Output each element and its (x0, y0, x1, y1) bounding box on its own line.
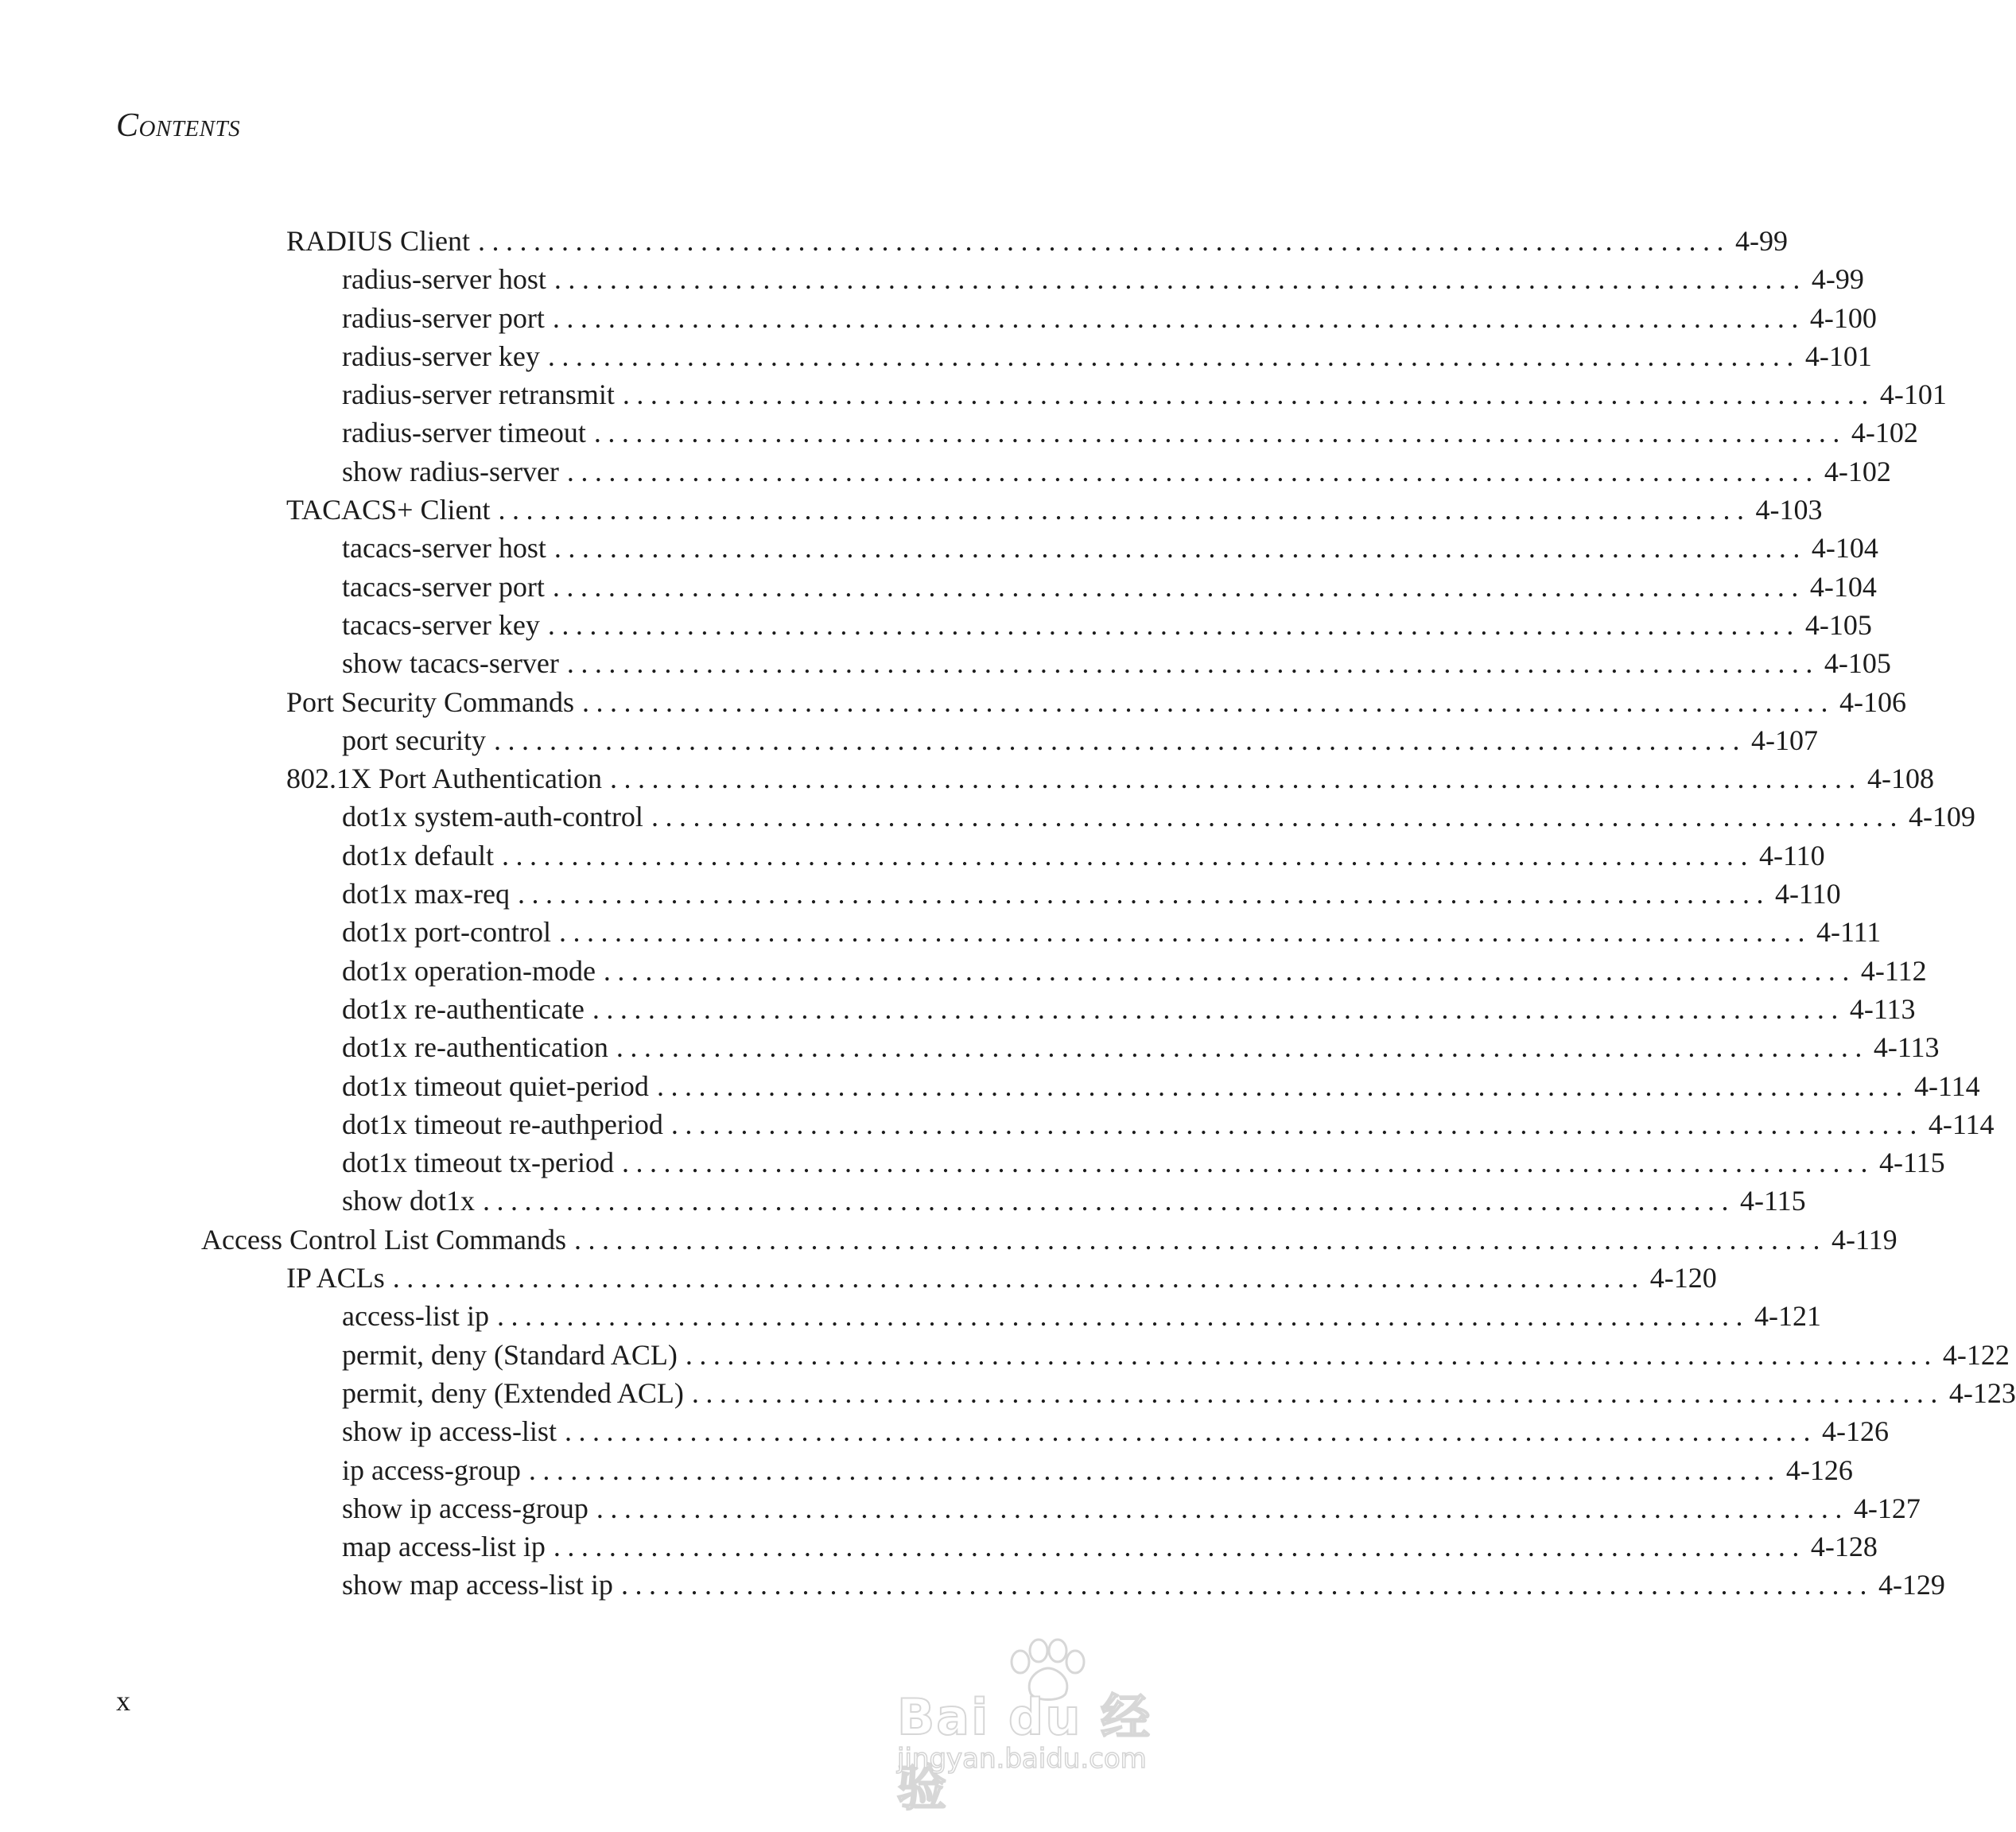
dot-leader: .......................................................................................... (552, 301, 1805, 334)
toc-entry-title: show ip access-list (342, 1415, 557, 1448)
running-header-title: Contents (116, 107, 241, 144)
toc-entry[interactable] (0, 529, 1878, 567)
dot-leader: .......................................................................................... (593, 417, 1847, 449)
dot-leader: .......................................................................................... (609, 763, 1863, 795)
toc-entry-page: 4-113 (1873, 1031, 1940, 1064)
toc-entry-title: radius-server timeout (342, 417, 586, 449)
toc-entry[interactable] (0, 1336, 2010, 1374)
toc-entry-page: 4-110 (1774, 878, 1841, 910)
toc-entry[interactable] (0, 1182, 1806, 1220)
dot-leader: .......................................................................................... (553, 1531, 1806, 1563)
dot-leader: .......................................................................................... (554, 263, 1807, 296)
toc-entry-title: dot1x operation-mode (342, 954, 596, 987)
dot-leader: .......................................................................................... (478, 225, 1731, 257)
toc-entry-title: IP ACLs (286, 1262, 385, 1294)
dot-leader: .......................................................................................... (622, 378, 1875, 411)
toc-entry-title: radius-server port (342, 301, 545, 334)
toc-entry-page: 4-123 (1948, 1376, 2016, 1409)
toc-entry-page: 4-101 (1804, 340, 1872, 372)
table-of-contents (0, 222, 2016, 1605)
toc-entry-title: dot1x timeout quiet-period (342, 1069, 649, 1102)
toc-entry-title: dot1x re-authentication (342, 1031, 608, 1064)
toc-entry-title: dot1x default (342, 839, 494, 871)
toc-entry[interactable] (0, 260, 1864, 298)
toc-entry-page: 4-126 (1785, 1454, 1853, 1486)
toc-entry-page: 4-128 (1810, 1531, 1878, 1563)
dot-leader: .......................................................................................... (651, 801, 1904, 833)
toc-entry[interactable] (0, 606, 1872, 644)
toc-entry-page: 4-108 (1866, 763, 1934, 795)
toc-entry-page: 4-105 (1804, 608, 1872, 641)
dot-leader: .......................................................................................... (603, 954, 1856, 987)
toc-entry-page: 4-105 (1824, 647, 1891, 680)
toc-entry-title: ip access-group (342, 1454, 521, 1486)
toc-entry-page: 4-114 (1913, 1069, 1980, 1102)
toc-entry[interactable] (0, 1143, 1945, 1182)
dot-leader: .......................................................................................... (616, 1031, 1869, 1064)
toc-entry-title: Port Security Commands (286, 685, 574, 718)
watermark (889, 1638, 1191, 1817)
toc-entry[interactable] (0, 491, 1823, 529)
toc-entry-page: 4-127 (1853, 1492, 1921, 1524)
toc-entry[interactable] (0, 1259, 1717, 1297)
dot-leader: .......................................................................................... (496, 1300, 1750, 1333)
toc-entry-title: show ip access-group (342, 1492, 588, 1524)
dot-leader: .......................................................................................... (547, 608, 1800, 641)
toc-entry-title: permit, deny (Extended ACL) (342, 1376, 684, 1409)
toc-entry-page: 4-112 (1860, 954, 1927, 987)
toc-entry-title: RADIUS Client (286, 225, 471, 257)
toc-entry-page: 4-99 (1811, 263, 1864, 296)
toc-entry-page: 4-107 (1750, 724, 1818, 756)
dot-leader: .......................................................................................... (528, 1454, 1781, 1486)
toc-entry[interactable] (0, 913, 1882, 951)
toc-entry-title: permit, deny (Standard ACL) (342, 1338, 678, 1371)
toc-entry-page: 4-100 (1809, 301, 1877, 334)
toc-entry[interactable] (0, 299, 1877, 337)
dot-leader: .......................................................................................... (566, 647, 1820, 680)
toc-entry[interactable] (0, 1028, 1940, 1066)
dot-leader: .......................................................................................... (621, 1147, 1874, 1179)
toc-entry[interactable] (0, 644, 1891, 682)
dot-leader: .......................................................................................... (573, 1223, 1827, 1256)
dot-leader: .......................................................................................... (547, 340, 1800, 372)
toc-entry-title: dot1x re-authenticate (342, 992, 585, 1025)
toc-entry[interactable] (0, 1221, 1898, 1259)
toc-entry-title: dot1x max-req (342, 878, 510, 910)
toc-entry[interactable] (0, 1297, 1821, 1335)
toc-entry-page: 4-106 (1839, 685, 1906, 718)
toc-entry-title: tacacs-server port (342, 570, 545, 603)
toc-entry[interactable] (0, 1067, 1980, 1105)
toc-entry-title: dot1x timeout re-authperiod (342, 1108, 663, 1140)
toc-entry-title: radius-server key (342, 340, 540, 372)
toc-entry-title: dot1x timeout tx-period (342, 1147, 614, 1179)
toc-entry-title: map access-list ip (342, 1531, 546, 1563)
toc-entry-title: radius-server retransmit (342, 378, 615, 411)
toc-entry[interactable] (0, 683, 1906, 721)
toc-entry-page: 4-121 (1754, 1300, 1821, 1333)
dot-leader: .......................................................................................... (554, 532, 1807, 565)
toc-entry-title: TACACS+ Client (286, 494, 491, 526)
toc-entry[interactable] (0, 222, 1789, 260)
toc-entry-title: dot1x system-auth-control (342, 801, 643, 833)
toc-entry-page: 4-114 (1928, 1108, 1995, 1140)
toc-entry-title: show dot1x (342, 1185, 476, 1217)
toc-entry[interactable] (0, 721, 1818, 759)
toc-entry[interactable] (0, 1412, 1889, 1450)
toc-entry-title: show radius-server (342, 455, 559, 487)
toc-entry[interactable] (0, 452, 1891, 491)
toc-entry-page: 4-115 (1878, 1147, 1945, 1179)
dot-leader: .......................................................................................... (392, 1262, 1645, 1294)
page-number: x (116, 1685, 130, 1717)
toc-entry[interactable] (0, 1489, 1921, 1527)
dot-leader: .......................................................................................... (685, 1338, 1938, 1371)
toc-entry-title: radius-server host (342, 263, 546, 296)
toc-entry-page: 4-110 (1758, 839, 1825, 871)
toc-entry[interactable] (0, 990, 1916, 1028)
toc-entry[interactable] (0, 1566, 1945, 1604)
toc-entry-title: access-list ip (342, 1300, 489, 1333)
toc-entry-page: 4-109 (1908, 801, 1975, 833)
toc-entry[interactable] (0, 413, 1918, 452)
toc-entry-title: dot1x port-control (342, 916, 551, 949)
toc-entry[interactable] (0, 1451, 1853, 1489)
dot-leader: .......................................................................................... (501, 839, 1754, 871)
toc-entry[interactable] (0, 836, 1825, 875)
dot-leader: .......................................................................................... (566, 455, 1820, 487)
toc-entry-page: 4-113 (1849, 992, 1916, 1025)
toc-entry-page: 4-102 (1851, 417, 1918, 449)
dot-leader: .......................................................................................... (592, 992, 1845, 1025)
dot-leader: .......................................................................................... (552, 570, 1805, 603)
toc-entry-title: show map access-list ip (342, 1569, 613, 1601)
toc-entry-title: Access Control List Commands (201, 1223, 566, 1256)
toc-entry-page: 4-104 (1811, 532, 1878, 565)
dot-leader: .......................................................................................... (493, 724, 1746, 756)
dot-leader: .......................................................................................... (564, 1415, 1817, 1448)
dot-leader: .......................................................................................... (670, 1108, 1924, 1140)
watermark-brand: Bai du 经验 (897, 1688, 1152, 1817)
toc-entry[interactable] (0, 337, 1872, 375)
dot-leader: .......................................................................................... (498, 494, 1751, 526)
dot-leader: .......................................................................................... (620, 1569, 1874, 1601)
dot-leader: .......................................................................................... (691, 1376, 1944, 1409)
toc-entry-title: show tacacs-server (342, 647, 559, 680)
toc-entry[interactable] (0, 798, 1975, 836)
toc-entry[interactable] (0, 759, 1934, 798)
toc-entry-page: 4-103 (1755, 494, 1823, 526)
toc-entry-title: port security (342, 724, 486, 756)
toc-entry-page: 4-119 (1831, 1223, 1898, 1256)
toc-entry[interactable] (0, 1374, 2016, 1412)
toc-entry[interactable] (0, 375, 1947, 413)
toc-entry-page: 4-120 (1649, 1262, 1717, 1294)
toc-entry-title: tacacs-server host (342, 532, 546, 565)
toc-entry-page: 4-129 (1878, 1569, 1945, 1601)
toc-entry[interactable] (0, 875, 1841, 913)
toc-entry[interactable] (0, 952, 1927, 990)
toc-entry-title: tacacs-server key (342, 608, 540, 641)
toc-entry[interactable] (0, 1527, 1878, 1566)
dot-leader: .......................................................................................... (656, 1069, 1909, 1102)
dot-leader: .......................................................................................... (558, 916, 1812, 949)
watermark-url: jingyan.baidu.com (897, 1743, 1147, 1775)
toc-entry-page: 4-99 (1735, 225, 1789, 257)
toc-entry-page: 4-102 (1824, 455, 1891, 487)
toc-entry[interactable] (0, 568, 1877, 606)
toc-entry[interactable] (0, 1105, 1995, 1143)
toc-entry-page: 4-101 (1879, 378, 1947, 411)
toc-entry-page: 4-115 (1740, 1185, 1806, 1217)
toc-entry-page: 4-126 (1821, 1415, 1889, 1448)
toc-entry-page: 4-122 (1942, 1338, 2010, 1371)
dot-leader: .......................................................................................... (517, 878, 1770, 910)
toc-entry-page: 4-111 (1816, 916, 1882, 949)
toc-entry-page: 4-104 (1809, 570, 1877, 603)
dot-leader: .......................................................................................... (483, 1185, 1736, 1217)
dot-leader: .......................................................................................... (582, 685, 1835, 718)
toc-entry-title: 802.1X Port Authentication (286, 763, 602, 795)
dot-leader: .......................................................................................... (596, 1492, 1849, 1524)
